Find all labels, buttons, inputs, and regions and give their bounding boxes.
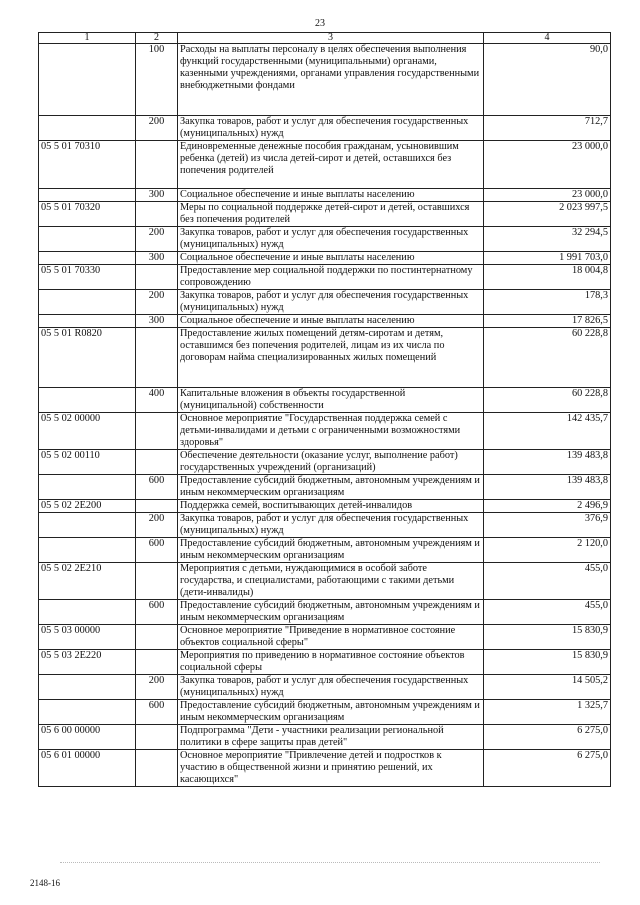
code-cell (39, 600, 136, 625)
code-cell (39, 252, 136, 265)
table-row (39, 675, 611, 700)
amount-cell: 23 000,0 (484, 141, 611, 189)
amount-cell: 178,3 (484, 290, 611, 315)
table-row (39, 328, 611, 388)
description-cell: Подпрограмма "Дети - участники реализации региональной политики в сфере защиты прав детей" (178, 725, 484, 750)
table-row (39, 202, 611, 227)
expense-type-cell: 200 (136, 116, 178, 141)
description-cell: Меры по социальной поддержке детей-сирот и детей, оставшихся без попечения родителей (178, 202, 484, 227)
column-header-2: 2 (136, 33, 178, 44)
table-row (39, 265, 611, 290)
code-cell: 05 5 03 00000 (39, 625, 136, 650)
table-header-row (39, 33, 611, 44)
description-cell: Закупка товаров, работ и услуг для обеспечения государственных (муниципальных) нужд (178, 227, 484, 252)
expense-type-cell (136, 141, 178, 189)
amount-cell: 14 505,2 (484, 675, 611, 700)
code-cell (39, 116, 136, 141)
description-cell: Социальное обеспечение и иные выплаты населению (178, 189, 484, 202)
code-cell (39, 227, 136, 252)
table-row (39, 725, 611, 750)
code-cell (39, 538, 136, 563)
amount-cell: 15 830,9 (484, 650, 611, 675)
description-cell: Предоставление жилых помещений детям-сиротам и детям, оставшимся без попечения родителей, лицам из их числа по договорам найма специализированных жилых помещений (178, 328, 484, 388)
description-cell: Мероприятия с детьми, нуждающимися в особой заботе государства, и специалистами, работающими с такими детьми (дети-инвалиды) (178, 563, 484, 600)
expense-type-cell: 200 (136, 513, 178, 538)
code-cell (39, 700, 136, 725)
table-row (39, 450, 611, 475)
amount-cell: 90,0 (484, 44, 611, 116)
column-header-4: 4 (484, 33, 611, 44)
description-cell: Закупка товаров, работ и услуг для обеспечения государственных (муниципальных) нужд (178, 513, 484, 538)
amount-cell: 712,7 (484, 116, 611, 141)
table-row (39, 290, 611, 315)
code-cell: 05 6 00 00000 (39, 725, 136, 750)
table-row (39, 750, 611, 787)
expense-type-cell: 200 (136, 227, 178, 252)
description-cell: Мероприятия по приведению в нормативное состояние объектов социальной сферы (178, 650, 484, 675)
expense-type-cell: 100 (136, 44, 178, 116)
column-header-1: 1 (39, 33, 136, 44)
amount-cell: 1 991 703,0 (484, 252, 611, 265)
expense-type-cell (136, 500, 178, 513)
amount-cell: 376,9 (484, 513, 611, 538)
table-row (39, 650, 611, 675)
code-cell (39, 315, 136, 328)
description-cell: Предоставление мер социальной поддержки по постинтернатному сопровождению (178, 265, 484, 290)
table-row (39, 563, 611, 600)
expense-type-cell: 600 (136, 538, 178, 563)
expense-type-cell (136, 725, 178, 750)
page-number: 23 (315, 18, 325, 29)
table-row (39, 44, 611, 116)
code-cell: 05 5 03 2E220 (39, 650, 136, 675)
column-header-3: 3 (178, 33, 484, 44)
amount-cell: 6 275,0 (484, 725, 611, 750)
expense-type-cell (136, 650, 178, 675)
expense-type-cell (136, 413, 178, 450)
expense-type-cell: 200 (136, 290, 178, 315)
expense-type-cell: 300 (136, 189, 178, 202)
table-row (39, 500, 611, 513)
expense-type-cell (136, 202, 178, 227)
table-row (39, 227, 611, 252)
amount-cell: 23 000,0 (484, 189, 611, 202)
description-cell: Закупка товаров, работ и услуг для обеспечения государственных (муниципальных) нужд (178, 116, 484, 141)
code-cell (39, 513, 136, 538)
expense-type-cell: 300 (136, 252, 178, 265)
code-cell: 05 5 02 2E210 (39, 563, 136, 600)
code-cell: 05 5 02 2E200 (39, 500, 136, 513)
amount-cell: 6 275,0 (484, 750, 611, 787)
amount-cell: 2 496,9 (484, 500, 611, 513)
code-cell: 05 5 01 70320 (39, 202, 136, 227)
expense-type-cell (136, 563, 178, 600)
code-cell: 05 6 01 00000 (39, 750, 136, 787)
amount-cell: 142 435,7 (484, 413, 611, 450)
code-cell: 05 5 02 00000 (39, 413, 136, 450)
description-cell: Обеспечение деятельности (оказание услуг, выполнение работ) государственных учреждений (организаций) (178, 450, 484, 475)
expense-type-cell: 600 (136, 600, 178, 625)
description-cell: Расходы на выплаты персоналу в целях обеспечения выполнения функций государственными (муниципальными) органами, казенными учреждениями, органами управления государственными внебюджетными фондами (178, 44, 484, 116)
description-cell: Социальное обеспечение и иные выплаты населению (178, 252, 484, 265)
table-row (39, 141, 611, 189)
description-cell: Основное мероприятие "Приведение в нормативное состояние объектов социальной сферы" (178, 625, 484, 650)
table-row (39, 189, 611, 202)
description-cell: Предоставление субсидий бюджетным, автономным учреждениям и иным некоммерческим организациям (178, 600, 484, 625)
expense-type-cell: 400 (136, 388, 178, 413)
description-cell: Основное мероприятие "Государственная поддержка семей с детьми-инвалидами и детьми с ограниченными возможностями здоровья" (178, 413, 484, 450)
amount-cell: 60 228,8 (484, 388, 611, 413)
code-cell: 05 5 02 00110 (39, 450, 136, 475)
table-row (39, 388, 611, 413)
expense-type-cell (136, 450, 178, 475)
description-cell: Предоставление субсидий бюджетным, автономным учреждениям и иным некоммерческим организациям (178, 700, 484, 725)
description-cell: Предоставление субсидий бюджетным, автономным учреждениям и иным некоммерческим организациям (178, 538, 484, 563)
code-cell (39, 290, 136, 315)
code-cell: 05 5 01 70330 (39, 265, 136, 290)
description-cell: Закупка товаров, работ и услуг для обеспечения государственных (муниципальных) нужд (178, 290, 484, 315)
description-cell: Предоставление субсидий бюджетным, автономным учреждениям и иным некоммерческим организациям (178, 475, 484, 500)
code-cell (39, 44, 136, 116)
code-cell: 05 5 01 R0820 (39, 328, 136, 388)
amount-cell: 18 004,8 (484, 265, 611, 290)
description-cell: Закупка товаров, работ и услуг для обеспечения государственных (муниципальных) нужд (178, 675, 484, 700)
amount-cell: 15 830,9 (484, 625, 611, 650)
table-row (39, 538, 611, 563)
description-cell: Капитальные вложения в объекты государственной (муниципальной) собственности (178, 388, 484, 413)
table-row (39, 513, 611, 538)
table-row (39, 600, 611, 625)
expense-type-cell (136, 265, 178, 290)
code-cell (39, 189, 136, 202)
amount-cell: 32 294,5 (484, 227, 611, 252)
description-cell: Социальное обеспечение и иные выплаты населению (178, 315, 484, 328)
expense-type-cell (136, 625, 178, 650)
amount-cell: 2 120,0 (484, 538, 611, 563)
expense-type-cell: 300 (136, 315, 178, 328)
document-footer-id: 2148-16 (30, 878, 60, 888)
amount-cell: 139 483,8 (484, 450, 611, 475)
expense-type-cell: 600 (136, 475, 178, 500)
code-cell: 05 5 01 70310 (39, 141, 136, 189)
table-row (39, 252, 611, 265)
amount-cell: 17 826,5 (484, 315, 611, 328)
expense-type-cell: 200 (136, 675, 178, 700)
amount-cell: 60 228,8 (484, 328, 611, 388)
budget-table (38, 32, 611, 787)
table-row (39, 625, 611, 650)
table-row (39, 700, 611, 725)
amount-cell: 455,0 (484, 563, 611, 600)
amount-cell: 1 325,7 (484, 700, 611, 725)
table-row (39, 116, 611, 141)
amount-cell: 139 483,8 (484, 475, 611, 500)
table-row (39, 475, 611, 500)
amount-cell: 455,0 (484, 600, 611, 625)
table-row (39, 413, 611, 450)
expense-type-cell (136, 750, 178, 787)
code-cell (39, 675, 136, 700)
expense-type-cell: 600 (136, 700, 178, 725)
table-row (39, 315, 611, 328)
code-cell (39, 475, 136, 500)
description-cell: Основное мероприятие "Привлечение детей и подростков к участию в общественной жизни и принятию решений, их касающихся" (178, 750, 484, 787)
expense-type-cell (136, 328, 178, 388)
code-cell (39, 388, 136, 413)
description-cell: Поддержка семей, воспитывающих детей-инвалидов (178, 500, 484, 513)
description-cell: Единовременные денежные пособия гражданам, усыновившим ребенка (детей) из числа детей-сирот и детей, оставшихся без попечения родителей (178, 141, 484, 189)
amount-cell: 2 023 997,5 (484, 202, 611, 227)
scan-artifact-line (60, 860, 600, 863)
